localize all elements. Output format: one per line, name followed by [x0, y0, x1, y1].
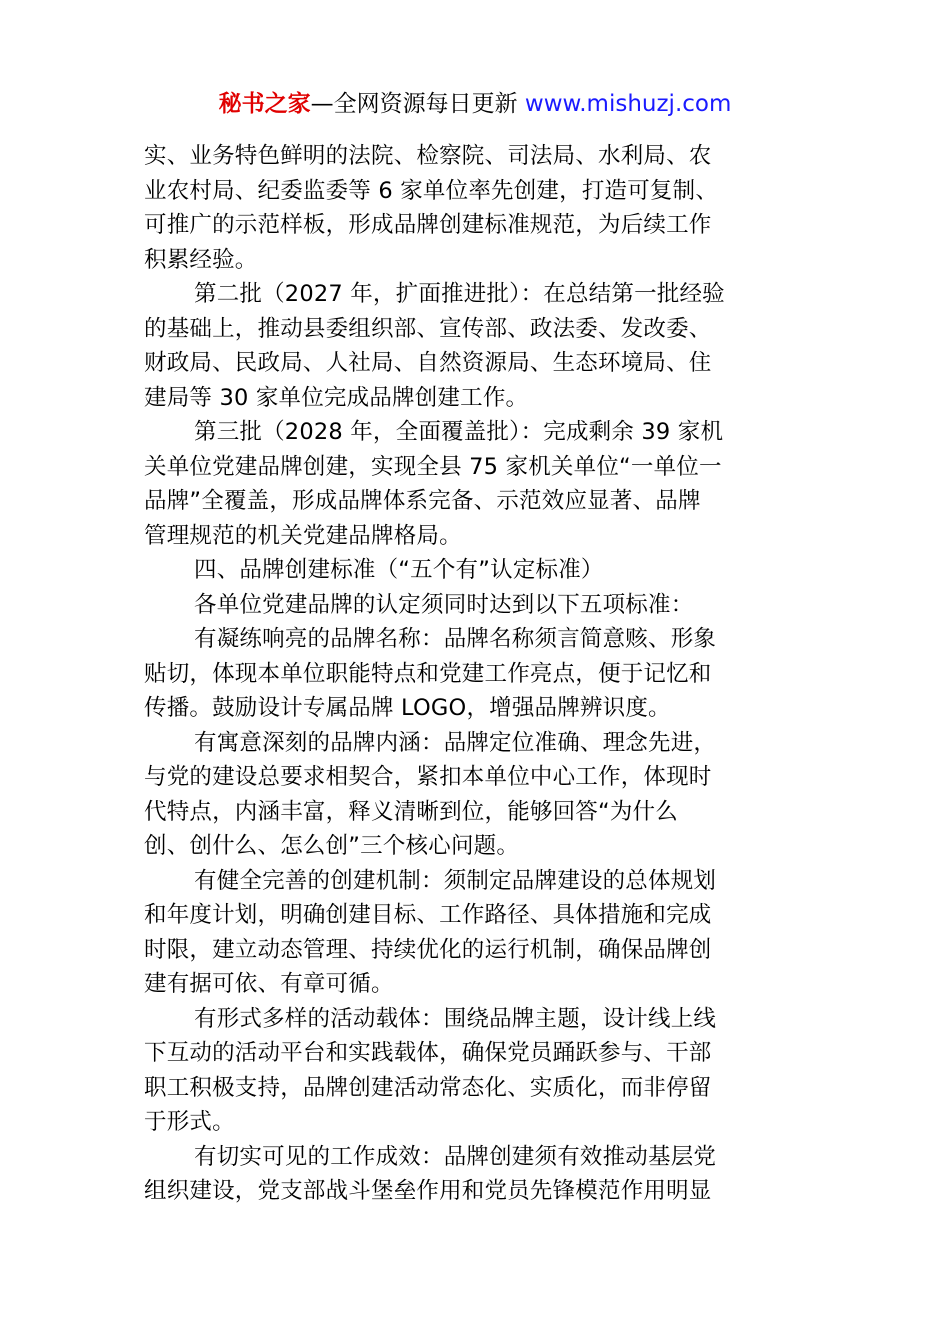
body-line: 品牌”全覆盖，形成品牌体系完备、示范效应显著、品牌 [144, 488, 701, 514]
body-line: 代特点，内涵丰富，释义清晰到位，能够回答“为什么 [144, 798, 678, 825]
body-line: 下互动的活动平台和实践载体，确保党员踊跃参与、干部 [144, 1040, 712, 1066]
body-line: 组织建设，党支部战斗堡垒作用和党员先锋模范作用明显 [144, 1178, 712, 1204]
paragraph-first-line: 第三批（2028 年，全面覆盖批）：完成剩余 39 家机 [194, 419, 724, 445]
body-line: 职工积极支持，品牌创建活动常态化、实质化，而非停留 [144, 1074, 712, 1101]
body-line: 管理规范的机关党建品牌格局。 [144, 522, 462, 549]
body-line: 关单位党建品牌创建，实现全县 75 家机关单位“一单位一 [144, 453, 722, 480]
paragraph-first-line: 有健全完善的创建机制：须制定品牌建设的总体规划 [194, 867, 717, 894]
page-header [0, 86, 950, 122]
brand-name: 秘书之家 [218, 91, 311, 117]
paragraph-first-line: 有形式多样的活动载体：围绕品牌主题，设计线上线 [194, 1005, 717, 1032]
site-url[interactable]: www.mishuzj.com [524, 91, 732, 117]
body-line: 和年度计划，明确创建目标、工作路径、具体措施和完成 [144, 902, 712, 928]
body-line: 建有据可依、有章可循。 [144, 971, 394, 997]
body-line: 贴切，体现本单位职能特点和党建工作亮点，便于记忆和 [144, 660, 712, 687]
paragraph-first-line: 第二批（2027 年，扩面推进批）：在总结第一批经验 [194, 281, 725, 307]
paragraph-first-line: 有寓意深刻的品牌内涵：品牌定位准确、理念先进， [194, 729, 717, 756]
body-line: 与党的建设总要求相契合，紧扣本单位中心工作，体现时 [144, 764, 712, 790]
body-line: 的基础上，推动县委组织部、宣传部、政法委、发改委、 [144, 315, 712, 342]
body-line: 实、业务特色鲜明的法院、检察院、司法局、水利局、农 [144, 143, 712, 169]
body-line: 创、创什么、怎么创”三个核心问题。 [144, 833, 520, 859]
header-tagline: —全网资源每日更新 [310, 91, 525, 117]
body-line: 积累经验。 [144, 246, 258, 273]
body-line: 业农村局、纪委监委等 6 家单位率先创建，打造可复制、 [144, 177, 719, 204]
body-line: 时限，建立动态管理、持续优化的运行机制，确保品牌创 [144, 936, 712, 963]
section-heading: 四、品牌创建标准（“五个有”认定标准） [194, 557, 604, 583]
paragraph-first-line: 各单位党建品牌的认定须同时达到以下五项标准： [194, 591, 694, 618]
document-body [144, 139, 794, 1209]
body-line: 建局等 30 家单位完成品牌创建工作。 [144, 384, 529, 411]
body-line: 可推广的示范样板，形成品牌创建标准规范，为后续工作 [144, 212, 712, 238]
paragraph-first-line: 有凝练响亮的品牌名称：品牌名称须言简意赅、形象 [194, 626, 717, 652]
body-line: 传播。鼓励设计专属品牌 LOGO，增强品牌辨识度。 [144, 695, 671, 721]
paragraph-first-line: 有切实可见的工作成效：品牌创建须有效推动基层党 [194, 1143, 717, 1170]
body-line: 于形式。 [144, 1109, 235, 1135]
body-line: 财政局、民政局、人社局、自然资源局、生态环境局、住 [144, 350, 712, 376]
